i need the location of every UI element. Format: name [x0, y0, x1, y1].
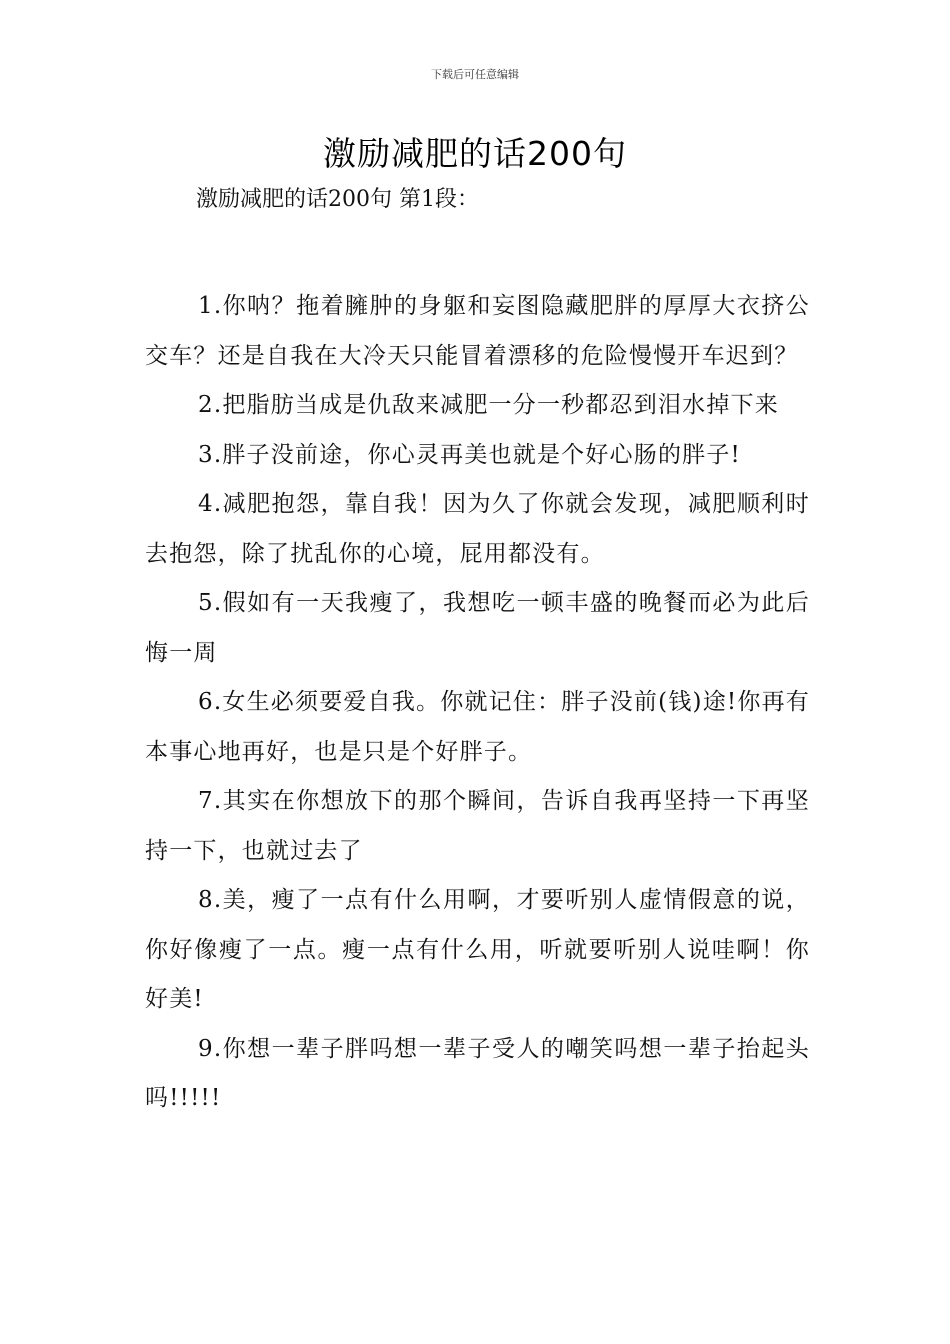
header-note: 下载后可任意编辑: [431, 68, 519, 81]
document-body: [145, 282, 810, 1124]
list-item-8: 8.美，瘦了一点有什么用啊，才要听别人虚情假意的说，你好像瘦了一点。瘦一点有什么用，听就要听别人说哇啊！你好美!: [145, 887, 810, 1012]
document-title: 激励减肥的话200句: [323, 134, 627, 173]
list-item-6: 6.女生必须要爱自我。你就记住：胖子没前(钱)途!你再有本事心地再好，也是只是个好胖子。: [145, 689, 810, 765]
list-item-2: 2.把脂肪当成是仇敌来减肥一分一秒都忍到泪水掉下来: [198, 392, 779, 418]
list-item-3: 3.胖子没前途，你心灵再美也就是个好心肠的胖子!: [198, 441, 741, 468]
list-item-9: 9.你想一辈子胖吗想一辈子受人的嘲笑吗想一辈子抬起头吗!!!!!: [145, 1035, 810, 1111]
list-item-7: 7.其实在你想放下的那个瞬间，告诉自我再坚持一下再坚持一下，也就过去了: [145, 788, 810, 864]
list-item-1: 1.你呐？拖着臃肿的身躯和妄图隐藏肥胖的厚厚大衣挤公交车？还是自我在大冷天只能冒着漂移的危险慢慢开车迟到？: [145, 293, 810, 369]
list-item-4: 4.减肥抱怨，靠自我！因为久了你就会发现，减肥顺利时去抱怨，除了扰乱你的心境，屁用都没有。: [145, 491, 810, 567]
section-subheading: 激励减肥的话200句 第1段：: [196, 187, 479, 212]
list-item-5: 5.假如有一天我瘦了，我想吃一顿丰盛的晚餐而必为此后悔一周: [145, 590, 810, 666]
